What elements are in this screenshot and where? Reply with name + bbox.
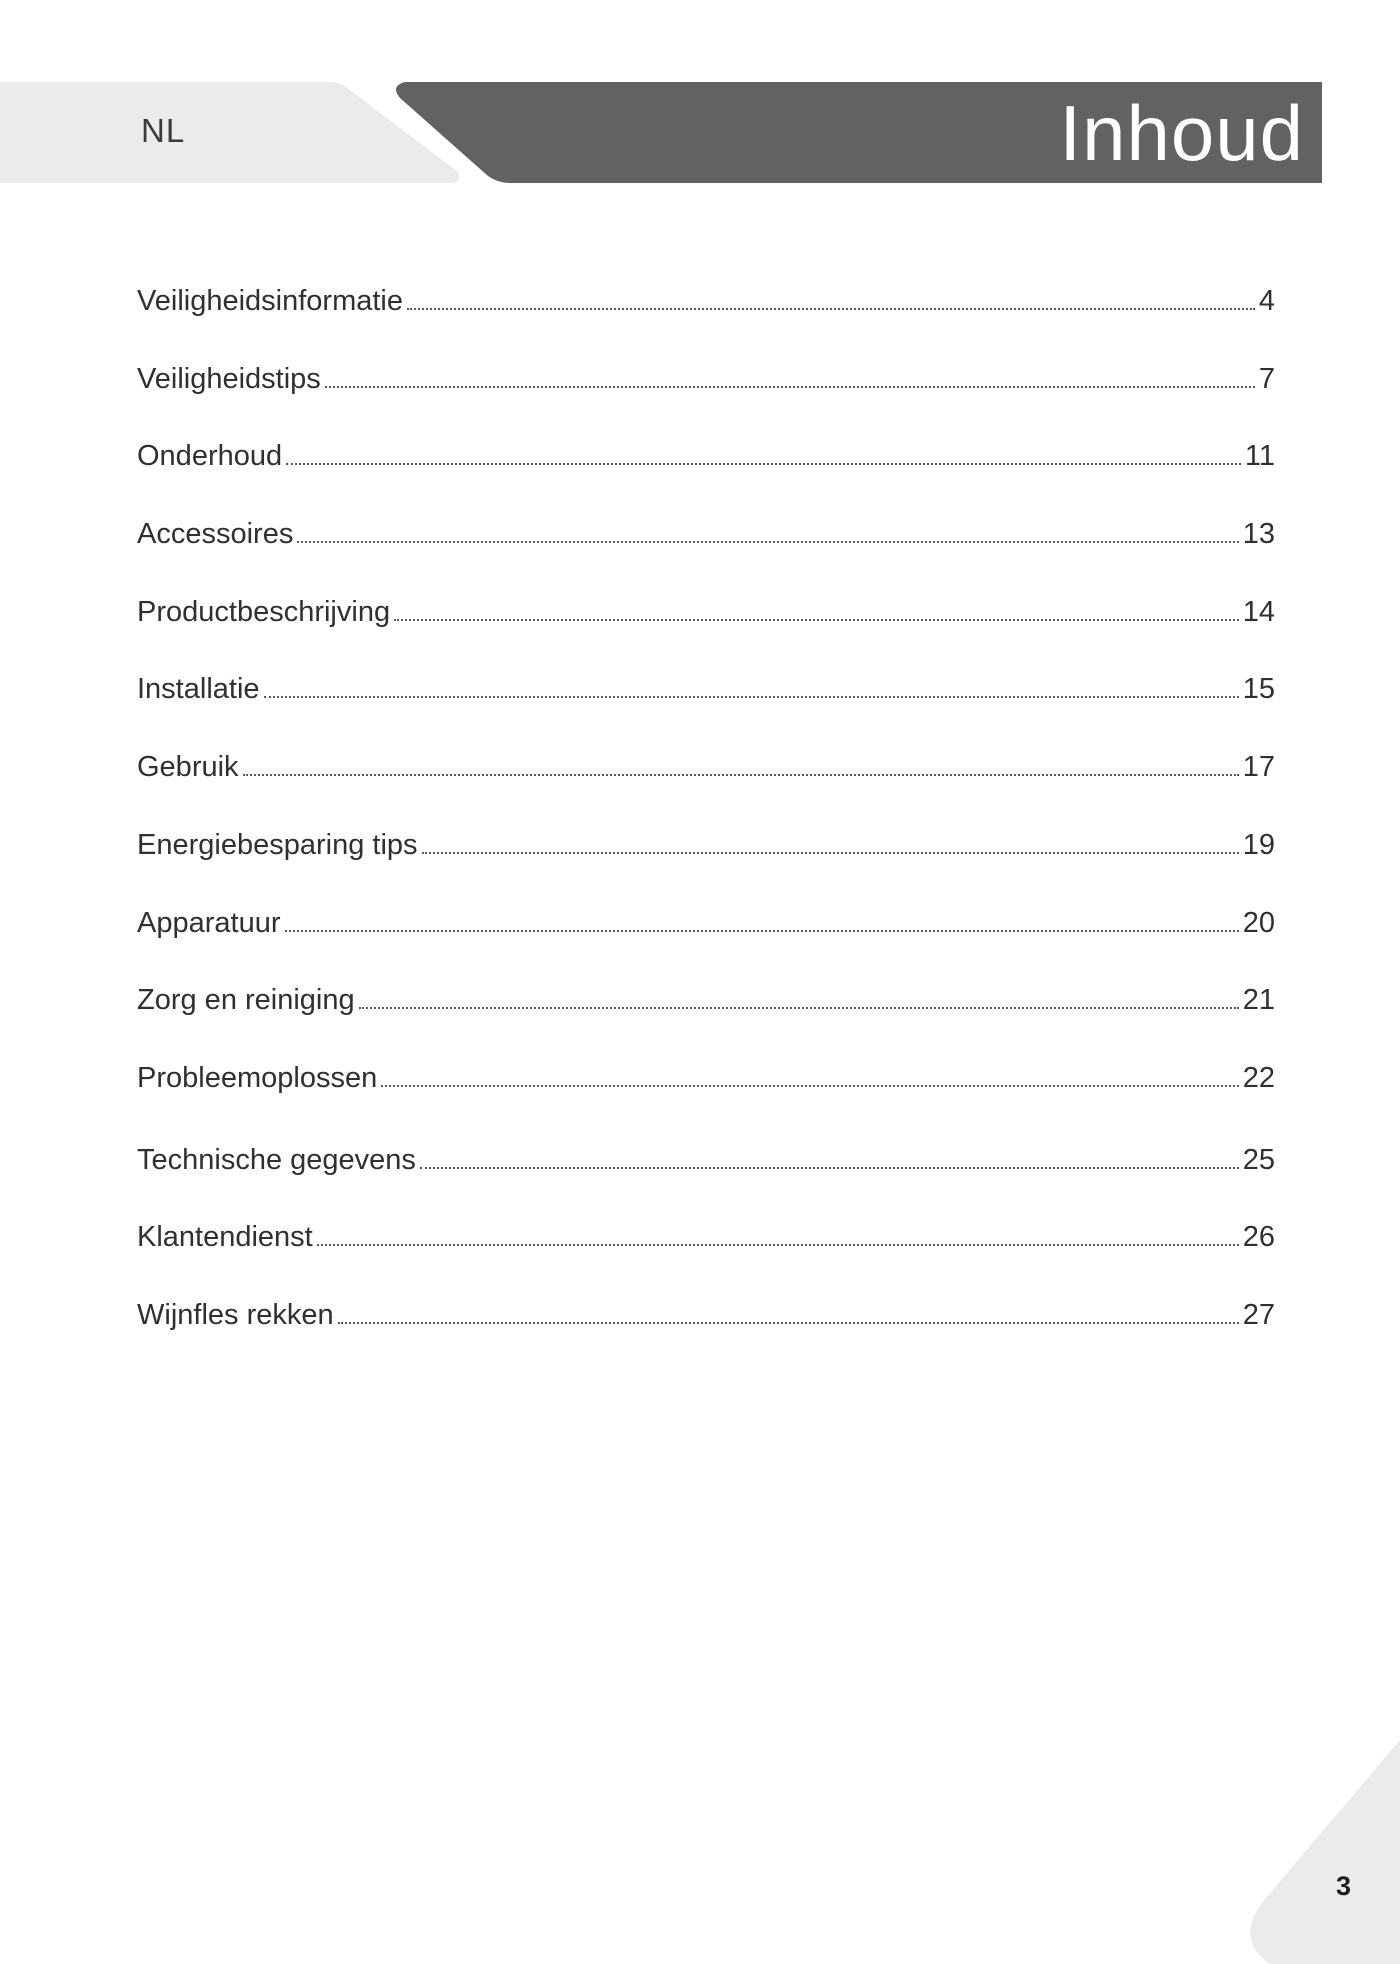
toc-item[interactable] — [137, 518, 1275, 596]
dot-leader — [359, 1007, 1239, 1009]
toc-item-label: Zorg en reiniging — [137, 984, 355, 1017]
toc-item-page: 4 — [1258, 285, 1275, 317]
toc-item-label: Veiligheidsinformatie — [137, 285, 403, 317]
dot-leader — [285, 930, 1239, 932]
toc-item-page: 22 — [1242, 1061, 1275, 1094]
toc-item-page: 11 — [1244, 440, 1275, 473]
toc-item-page: 13 — [1242, 518, 1275, 551]
dot-leader — [422, 852, 1239, 854]
toc-item[interactable] — [137, 829, 1275, 907]
toc-item[interactable] — [137, 1221, 1275, 1299]
toc-item[interactable] — [137, 285, 1275, 363]
toc-item-label: Apparatuur — [137, 906, 281, 939]
toc-item-label: Productbeschrijving — [137, 595, 391, 628]
toc-item[interactable] — [137, 751, 1275, 829]
toc-item-label: Wijnfles rekken — [137, 1298, 334, 1331]
toc-item[interactable] — [137, 984, 1275, 1062]
toc-item-label: Accessoires — [137, 518, 294, 551]
toc-item[interactable] — [137, 440, 1275, 518]
page-corner-tab — [1240, 1740, 1400, 1964]
page-number: 3 — [1335, 1871, 1351, 1901]
toc-item-page: 25 — [1242, 1143, 1275, 1176]
language-label: NL — [141, 112, 186, 149]
toc-item[interactable] — [137, 1299, 1275, 1377]
dot-leader — [420, 1167, 1239, 1169]
toc-item-page: 14 — [1242, 595, 1275, 628]
dot-leader — [286, 463, 1241, 465]
toc-item-label: Energiebesparing tips — [137, 828, 418, 861]
toc-item[interactable] — [137, 907, 1275, 985]
toc-item[interactable] — [137, 1062, 1275, 1140]
dot-leader — [297, 541, 1238, 543]
dot-leader — [243, 774, 1239, 776]
dot-leader — [317, 1244, 1239, 1246]
dot-leader — [394, 619, 1239, 621]
toc-item-page: 19 — [1242, 828, 1275, 861]
corner-triangle — [1250, 1740, 1400, 1964]
toc-item-page: 20 — [1242, 906, 1275, 939]
toc-item[interactable] — [137, 596, 1275, 674]
toc-item-page: 27 — [1242, 1298, 1275, 1331]
toc-item-page: 21 — [1242, 984, 1275, 1017]
page-title: Inhoud — [1059, 89, 1304, 177]
toc-item[interactable] — [137, 673, 1275, 751]
toc-item-label: Veiligheidstips — [137, 362, 321, 395]
dot-leader — [407, 308, 1255, 310]
dot-leader — [325, 386, 1255, 388]
dot-leader — [264, 696, 1239, 698]
toc-item-page: 26 — [1242, 1221, 1275, 1254]
toc-item-page: 7 — [1258, 362, 1275, 395]
toc-item[interactable] — [137, 363, 1275, 441]
dot-leader — [381, 1085, 1239, 1087]
toc-item-page: 17 — [1242, 751, 1275, 784]
dot-leader — [338, 1322, 1239, 1324]
table-of-contents — [137, 285, 1275, 1377]
header-light-tab — [0, 82, 459, 183]
toc-item[interactable] — [137, 1144, 1275, 1222]
toc-item-label: Klantendienst — [137, 1221, 313, 1254]
toc-item-label: Technische gegevens — [137, 1143, 416, 1176]
toc-item-label: Gebruik — [137, 751, 239, 784]
toc-item-label: Probleemoplossen — [137, 1061, 378, 1094]
toc-item-page: 15 — [1242, 673, 1275, 706]
toc-item-label: Installatie — [137, 673, 260, 706]
toc-item-label: Onderhoud — [137, 440, 283, 473]
